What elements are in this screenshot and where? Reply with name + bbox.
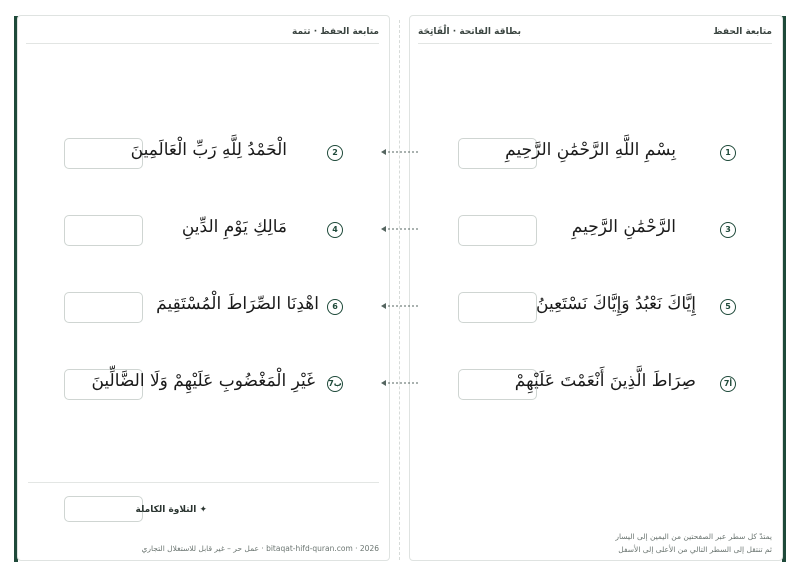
left-row-2: [18, 215, 389, 249]
verse-text: صِرَاطَ الَّذِينَ أَنْعَمْتَ عَلَيْهِمْ: [514, 371, 696, 391]
right-header-title: متابعة الحفظ: [713, 27, 772, 37]
continuation-arrow-icon: [380, 300, 420, 312]
verse-text: مَالِكِ يَوْمِ الدِّينِ: [181, 217, 287, 237]
verse-text: اهْدِنَا الصِّرَاطَ الْمُسْتَقِيمَ: [156, 294, 319, 314]
verse-number-badge: 2: [327, 145, 343, 161]
left-header-title: متابعة الحفظ · تتمة: [292, 27, 379, 37]
verse-text: إِيَّاكَ نَعْبُدُ وَإِيَّاكَ نَسْتَعِينُ: [536, 294, 696, 314]
right-footer-line-2: ثم تنتقل إلى السطر التالي من الأعلى إلى الأسفل: [618, 545, 772, 554]
verse-number-badge: 6: [327, 299, 343, 315]
verse-text: الرَّحْمَٰنِ الرَّحِيمِ: [571, 217, 676, 237]
continuation-arrow-icon: [380, 377, 420, 389]
left-page-header: [26, 25, 379, 44]
verse-number-badge: 3: [720, 222, 736, 238]
recitation-check-box[interactable]: [458, 215, 537, 246]
verse-number-badge: 7أ: [720, 376, 736, 392]
left-row-4: [18, 369, 389, 403]
recitation-check-box[interactable]: [64, 215, 143, 246]
recitation-check-box[interactable]: [64, 292, 143, 323]
right-page-header: [418, 25, 772, 44]
page-gutter-fold: [399, 20, 400, 560]
left-page: [17, 15, 390, 561]
full-recitation-label: ✦ التلاوة الكاملة: [135, 505, 207, 515]
right-footer-line-1: يمتدّ كل سطر عبر الصفحتين من اليمين إلى اليسار: [615, 532, 772, 541]
verse-number-badge: 7ب: [327, 376, 343, 392]
full-recitation-check-box[interactable]: [64, 496, 143, 522]
verse-number-badge: 5: [720, 299, 736, 315]
continuation-arrow-icon: [380, 146, 420, 158]
left-footer-credit: bitaqat-hifd-quran.com · 2026 · عمل حر – غير قابل للاستغلال التجاري: [141, 544, 379, 553]
left-row-1: [18, 138, 389, 172]
right-header-subtitle: بطاقة الفاتحة · الْفَاتِحَة: [418, 27, 521, 37]
verse-text: بِسْمِ اللَّهِ الرَّحْمَٰنِ الرَّحِيمِ: [505, 140, 676, 160]
verse-number-badge: 4: [327, 222, 343, 238]
right-row-1: [410, 138, 782, 172]
verse-number-badge: 1: [720, 145, 736, 161]
recitation-check-box[interactable]: [458, 292, 537, 323]
right-row-2: [410, 215, 782, 249]
right-row-3: [410, 292, 782, 326]
right-page: [409, 15, 783, 561]
verse-text: الْحَمْدُ لِلَّهِ رَبِّ الْعَالَمِينَ: [130, 140, 287, 160]
verse-text: غَيْرِ الْمَغْضُوبِ عَلَيْهِمْ وَلَا الضَّالِّينَ: [91, 371, 315, 391]
left-row-3: [18, 292, 389, 326]
right-row-4: [410, 369, 782, 403]
full-recitation-divider: [28, 482, 379, 483]
continuation-arrow-icon: [380, 223, 420, 235]
